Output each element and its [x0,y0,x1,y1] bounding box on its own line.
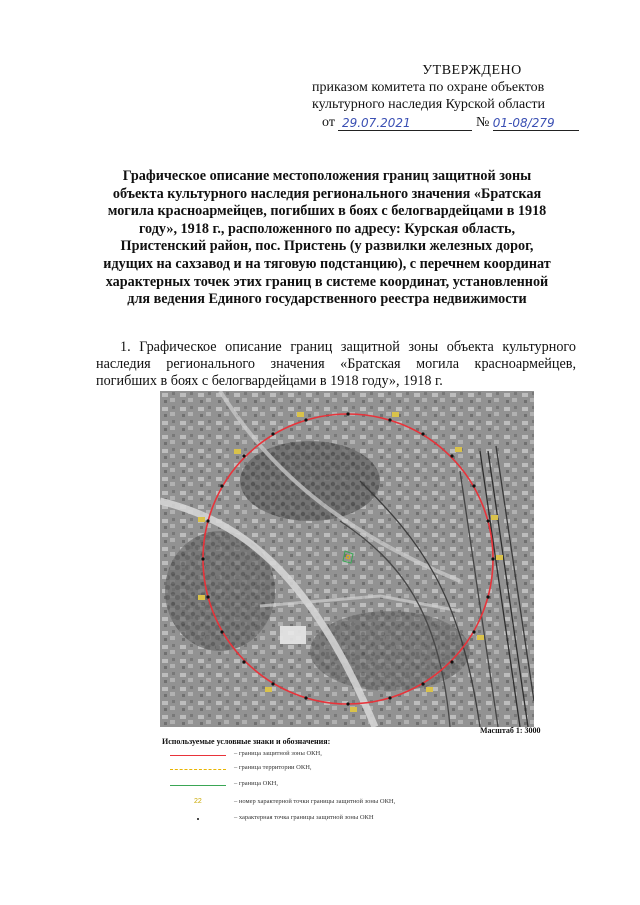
date-field [338,115,472,131]
legend-item-text: – характерная точка границы защитной зоны ОКН [234,814,374,821]
approval-line-1: приказом комитета по охране объектов [312,80,545,95]
satellite-map [160,391,534,727]
number-field [493,115,579,131]
legend-item-text: – граница территории ОКН, [234,764,312,771]
section-1-text: 1. Графическое описание границ защитной зоны объекта культурного наследия регионального значения «Братская могила красноармейцев, погибших в боях с белогвардейцами в 1918 году», 1918 г. [96,339,576,389]
point-number-icon: 22 [194,798,202,805]
legend-title: Используемые условные знаки и обозначения: [162,737,331,746]
point-dot-icon [197,818,199,820]
approval-block [312,62,592,131]
legend-item-zone-boundary [170,750,550,762]
approval-line-2: культурного наследия Курской области [312,97,546,112]
legend-item-okn-boundary [170,780,550,792]
approval-date: 29.07.2021 [341,116,411,130]
legend-item-text: – номер характерной точки границы защитной зоны ОКН, [234,798,396,805]
legend-item-territory [170,764,550,776]
map-scale: Масштаб 1: 3000 [480,726,541,735]
legend-item-text: – граница защитной зоны ОКН, [234,750,322,757]
legend-item-text: – граница ОКН, [234,780,278,787]
approval-date-row [322,114,592,131]
legend-item-point [170,814,550,826]
document-heading: Графическое описание местоположения границ защитной зоны объекта культурного наследия регионального значения «Братская могила красноармейцев, погибших в боях с белогвардейцами в 1918 году», 1918 г., расположенного по адресу: Курская область, Пристенский район, пос. Пристень (у развилки железных дорог, идущих на сахзавод и на тяговую подстанцию), с перечнем координат характерных точек этих границ в системе координат, установленной для ведения Единого государственного реестра недвижимости [103,168,551,308]
approval-number: 01-08/279 [492,116,555,130]
number-label: № [475,115,490,130]
from-label: от [322,115,335,130]
yellow-dashed-line-icon [170,769,226,770]
red-line-icon [170,755,226,756]
legend-item-point-number [170,798,550,810]
approval-title: УТВЕРЖДЕНО [422,63,522,78]
green-line-icon [170,785,226,786]
